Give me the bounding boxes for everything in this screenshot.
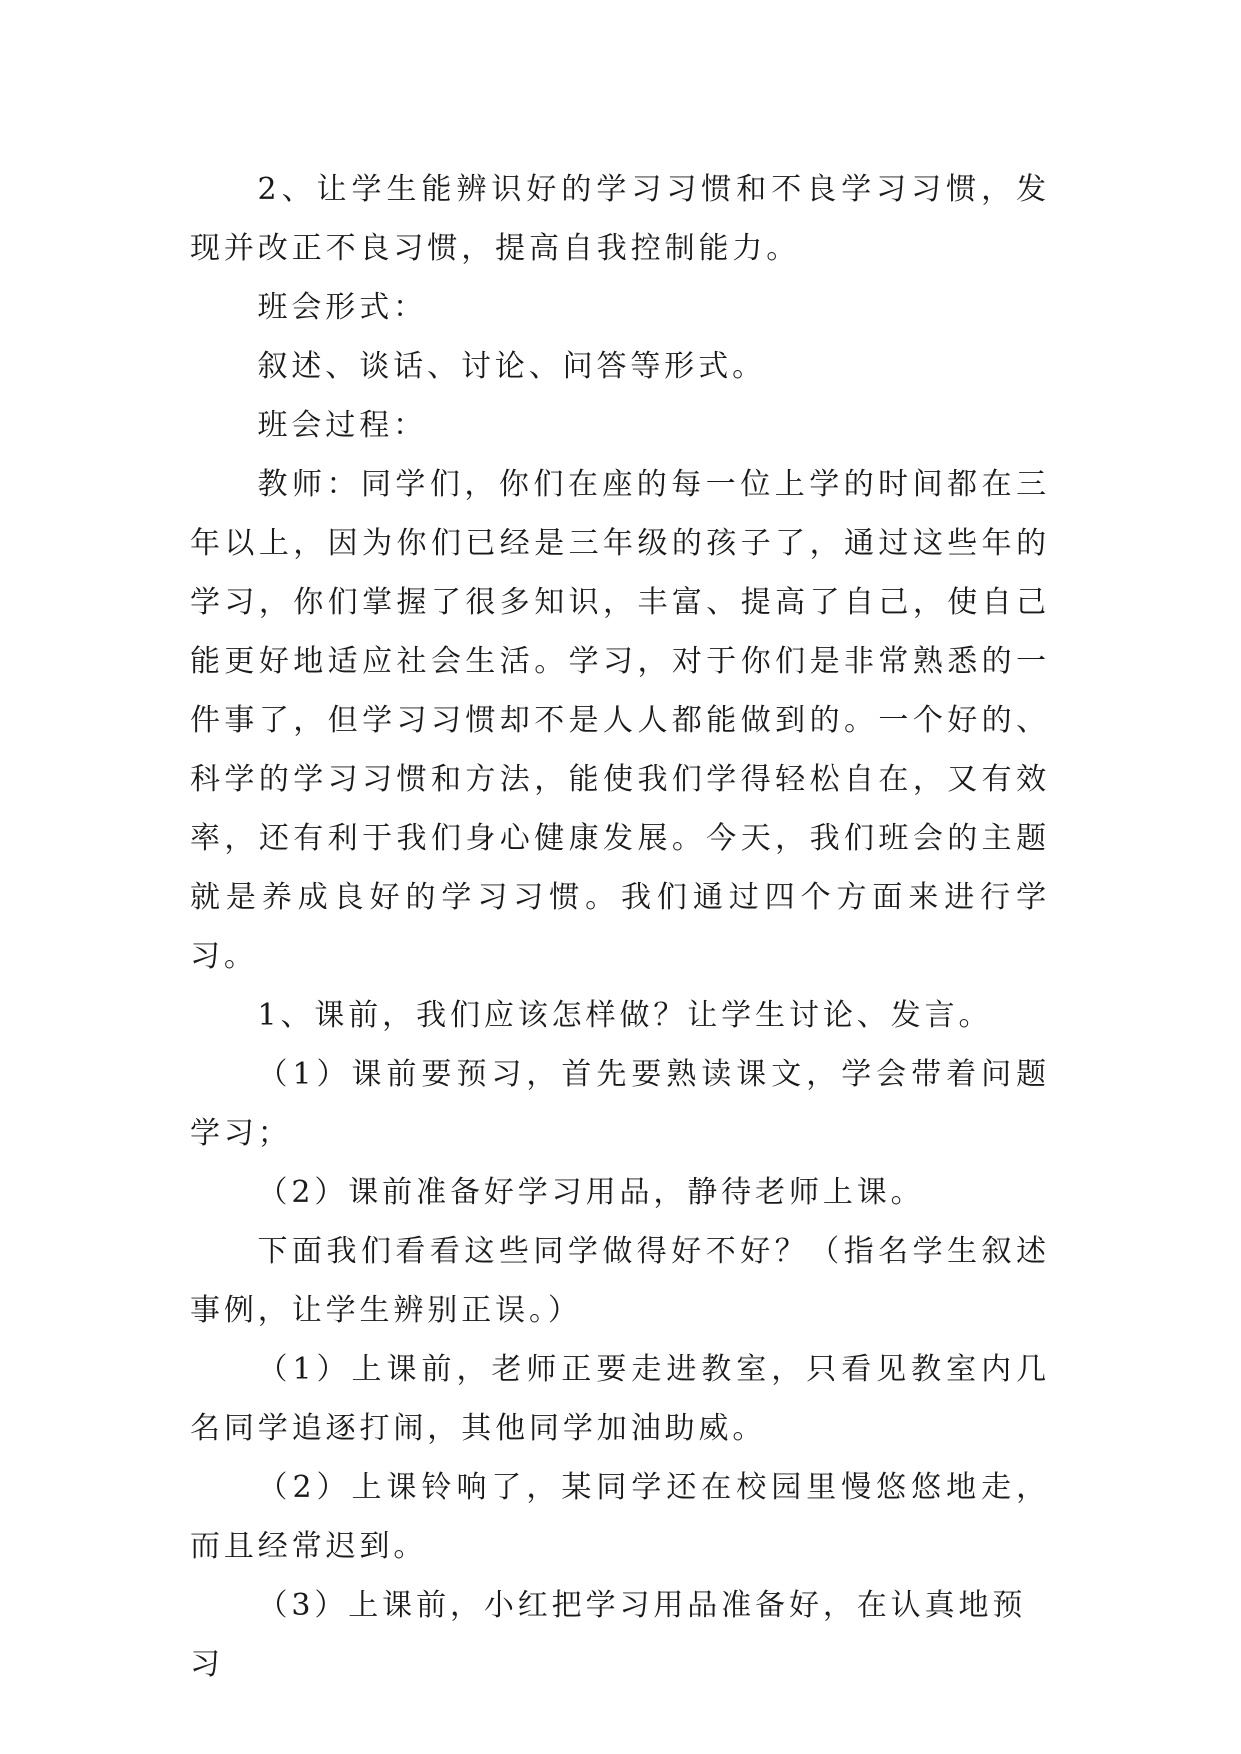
paragraph-examples-intro: 下面我们看看这些同学做得好不好？（指名学生叙述事例，让学生辨别正误。） [190,1234,1050,1328]
paragraph-form-content: 叙述、谈话、讨论、问答等形式。 [257,349,766,384]
paragraph-teacher-intro: 教师：同学们，你们在座的每一位上学的时间都在三年以上，因为你们已经是三年级的孩子了，通过这些年的学习，你们掌握了很多知识，丰富、提高了自己，使自己能更好地适应社会生活。学习，对于你们是非常熟悉的一件事了，但学习习惯却不是人人都能做到的。一个好的、科学的学习习惯和方法，能使我们学得轻松自在，又有效率，还有利于我们身心健康发展。今天，我们班会的主题就是养成良好的学习习惯。我们通过四个方面来进行学习。 [190,467,1050,974]
paragraph-section-1: 1、课前，我们应该怎样做？让学生讨论、发言。 [257,998,993,1033]
paragraph-example-1: （1）上课前，老师正要走进教室，只看见教室内几名同学追逐打闹，其他同学加油助威。 [190,1352,1050,1446]
paragraph-form-heading: 班会形式： [257,290,427,325]
paragraph-point-1: （1）课前要预习，首先要熟读课文，学会带着问题学习； [190,1057,1050,1151]
document-page [190,160,1050,1694]
paragraph-example-3: （3）上课前，小红把学习用品准备好，在认真地预习 [190,1588,1027,1682]
paragraph-process-heading: 班会过程： [257,408,427,443]
paragraph-example-2: （2）上课铃响了，某同学还在校园里慢悠悠地走，而且经常迟到。 [190,1470,1050,1564]
paragraph-point-2: （2）课前准备好学习用品，静待老师上课。 [257,1175,925,1210]
paragraph-goal-2: 2、让学生能辨识好的学习习惯和不良学习习惯，发现并改正不良习惯，提高自我控制能力。 [190,172,1050,266]
